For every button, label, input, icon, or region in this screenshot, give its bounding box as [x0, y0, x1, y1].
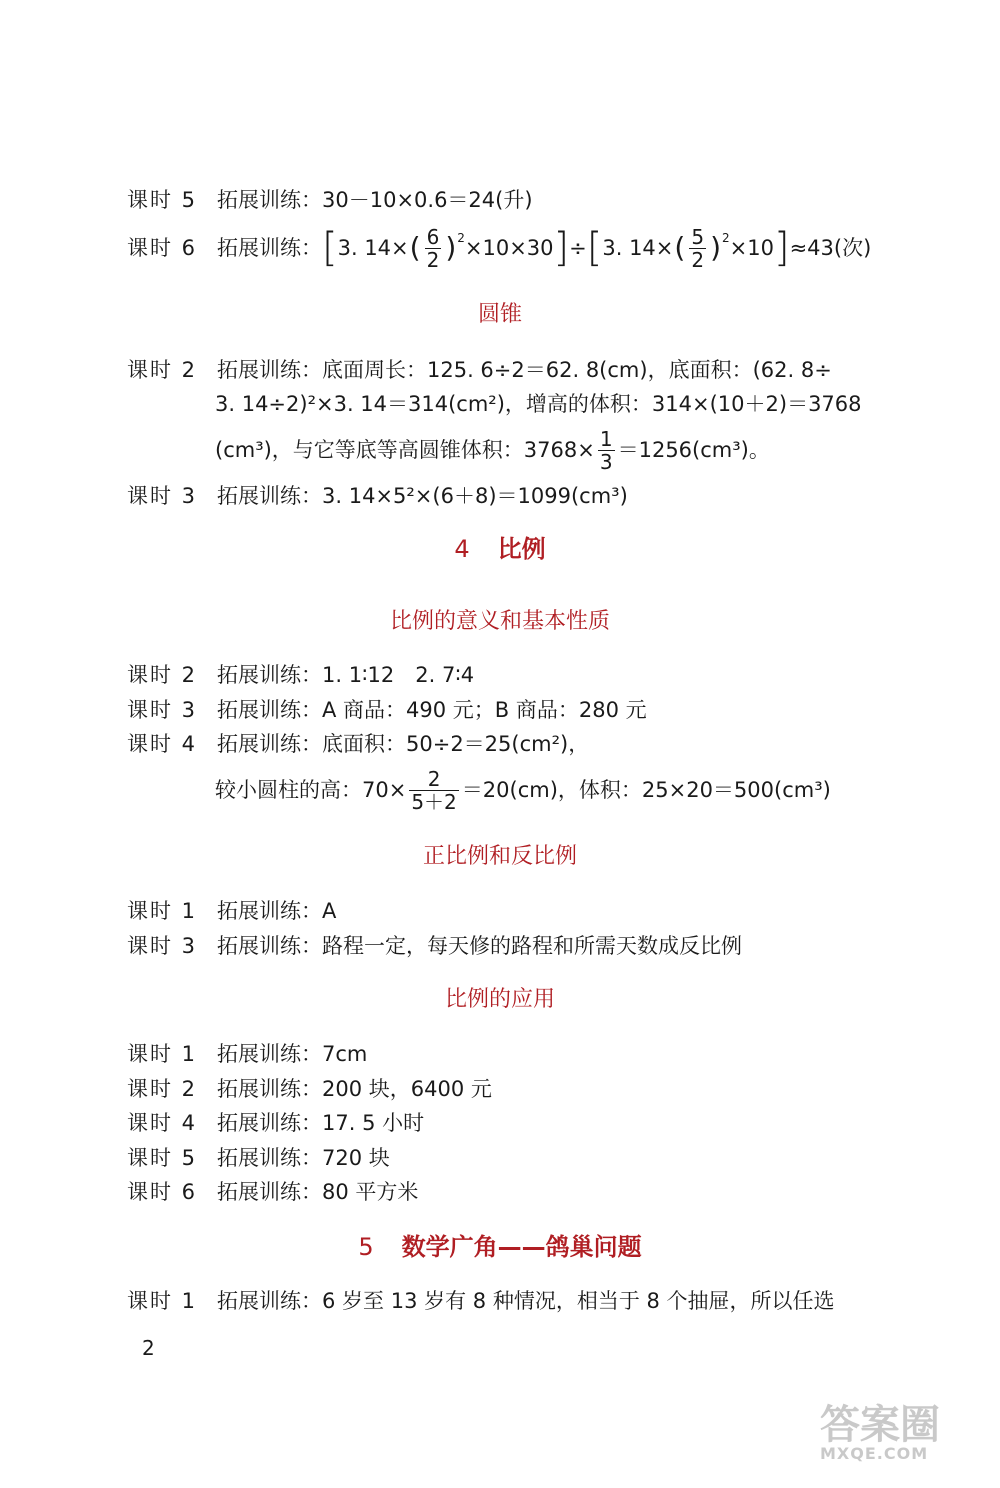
formula-text: ÷	[569, 236, 587, 260]
answer-line	[127, 356, 890, 384]
answer-line	[127, 1144, 890, 1172]
answer-line-continued	[215, 426, 890, 474]
answer-text: 拓展训练：80 平方米	[217, 1180, 419, 1204]
formula	[215, 428, 770, 473]
formula-text: 较小圆柱的高：70×	[215, 778, 407, 802]
answer-line	[127, 186, 890, 214]
fraction	[598, 428, 615, 473]
exponent: 2	[457, 231, 465, 245]
answer-line-continued	[215, 390, 890, 418]
lesson-label: 课时 2	[127, 358, 198, 382]
numerator: 5	[691, 224, 705, 249]
answer-line	[127, 696, 890, 724]
lesson-label: 课时 3	[127, 934, 198, 958]
open-paren: (	[674, 231, 686, 264]
answer-text: 拓展训练：A	[217, 899, 337, 923]
fraction	[425, 226, 442, 271]
answer-line	[127, 1109, 890, 1137]
chapter-title: 数学广角——鸽巢问题	[401, 1233, 642, 1261]
answer-text: 拓展训练：3. 14×5²×(6＋8)＝1099(cm³)	[217, 484, 628, 508]
chapter-heading-5	[0, 1232, 1000, 1262]
lesson-label: 课时 6	[127, 236, 198, 260]
lesson-label: 课时 3	[127, 698, 198, 722]
close-bracket: ]	[553, 225, 570, 271]
denominator: 5＋2	[411, 789, 457, 814]
formula-text: 3. 14×	[602, 236, 674, 260]
open-bracket: [	[586, 225, 603, 271]
answer-line-continued	[215, 768, 890, 812]
formula-text: 拓展训练：	[217, 236, 322, 260]
lesson-label: 课时 1	[127, 1042, 198, 1066]
formula-text: 3. 14×	[337, 236, 409, 260]
answer-line	[127, 1178, 890, 1206]
formula	[215, 768, 831, 813]
lesson-label: 课时 5	[127, 1146, 198, 1170]
lesson-label: 课时 2	[127, 663, 198, 687]
denominator: 2	[691, 247, 705, 272]
denominator: 3	[599, 449, 613, 474]
lesson-label: 课时 4	[127, 732, 198, 756]
section-heading-cone: 圆锥	[477, 302, 522, 327]
formula	[217, 226, 871, 271]
answer-text: 拓展训练：底面周长：125. 6÷2＝62. 8(cm)，底面积：(62. 8÷	[217, 358, 832, 382]
fraction	[689, 226, 706, 271]
exponent: 2	[722, 231, 730, 245]
lesson-label: 课时 5	[127, 188, 198, 212]
lesson-label: 课时 2	[127, 1077, 198, 1101]
answer-text: 拓展训练：200 块，6400 元	[217, 1077, 492, 1101]
answer-line	[127, 730, 890, 758]
fraction	[409, 768, 458, 813]
answer-text: 拓展训练：7cm	[217, 1042, 368, 1066]
answer-text: 拓展训练：30－10×0.6＝24(升)	[217, 188, 533, 212]
close-bracket: ]	[773, 225, 790, 271]
section-heading-meaning: 比例的意义和基本性质	[389, 609, 610, 634]
section-heading-direct-inverse: 正比例和反比例	[422, 844, 577, 869]
answer-line	[127, 482, 890, 510]
section-heading-application: 比例的应用	[444, 987, 555, 1012]
answer-line	[127, 1075, 890, 1103]
lesson-label: 课时 6	[127, 1180, 198, 1204]
lesson-label: 课时 1	[127, 1289, 198, 1313]
chapter-title: 比例	[497, 535, 546, 563]
answer-text: 3. 14÷2)²×3. 14＝314(cm²)，增高的体积：314×(10＋2)＝3768	[215, 392, 862, 416]
formula-text: (cm³)，与它等底等高圆锥体积：3768×	[215, 438, 595, 462]
answer-text: 拓展训练：17. 5 小时	[217, 1111, 425, 1135]
chapter-heading-4	[0, 534, 1000, 564]
answer-text: 拓展训练：A 商品：490 元；B 商品：280 元	[217, 698, 647, 722]
chapter-number: 4	[454, 535, 470, 563]
formula-text: ×10×30	[464, 236, 554, 260]
answer-line	[127, 661, 890, 689]
formula-text: ＝1256(cm³)。	[617, 438, 770, 462]
watermark-logo	[820, 1402, 990, 1475]
answer-line	[127, 897, 890, 925]
watermark-url: MXQE.COM	[820, 1444, 929, 1463]
watermark-text: 答案圈	[820, 1402, 940, 1448]
lesson-label: 课时 1	[127, 899, 198, 923]
answer-line	[127, 224, 890, 272]
answer-text: 拓展训练：720 块	[217, 1146, 390, 1170]
close-paren: )	[710, 231, 721, 264]
numerator: 6	[426, 224, 440, 249]
open-bracket: [	[322, 225, 338, 271]
lesson-label: 课时 3	[127, 484, 198, 508]
formula-text: ＝20(cm)，体积：25×20＝500(cm³)	[461, 778, 831, 802]
answer-text: 拓展训练：路程一定，每天修的路程和所需天数成反比例	[217, 934, 742, 958]
lesson-label: 课时 4	[127, 1111, 198, 1135]
answer-line	[127, 1287, 890, 1315]
answer-text: 拓展训练：6 岁至 13 岁有 8 种情况，相当于 8 个抽屉，所以任选	[217, 1289, 835, 1313]
answer-text: 拓展训练：1. 1∶12 2. 7∶4	[217, 663, 475, 687]
formula-text: ≈43(次)	[789, 236, 872, 260]
numerator: 2	[427, 766, 441, 791]
answer-line	[127, 1040, 890, 1068]
chapter-number: 5	[358, 1233, 374, 1261]
answer-line	[127, 932, 890, 960]
answer-text: 拓展训练：底面积：50÷2＝25(cm²)，	[217, 732, 590, 756]
denominator: 2	[426, 247, 440, 272]
formula-text: ×10	[729, 236, 774, 260]
page-number: 2	[142, 1336, 155, 1360]
open-paren: (	[409, 231, 421, 264]
numerator: 1	[599, 426, 613, 451]
close-paren: )	[445, 231, 457, 264]
